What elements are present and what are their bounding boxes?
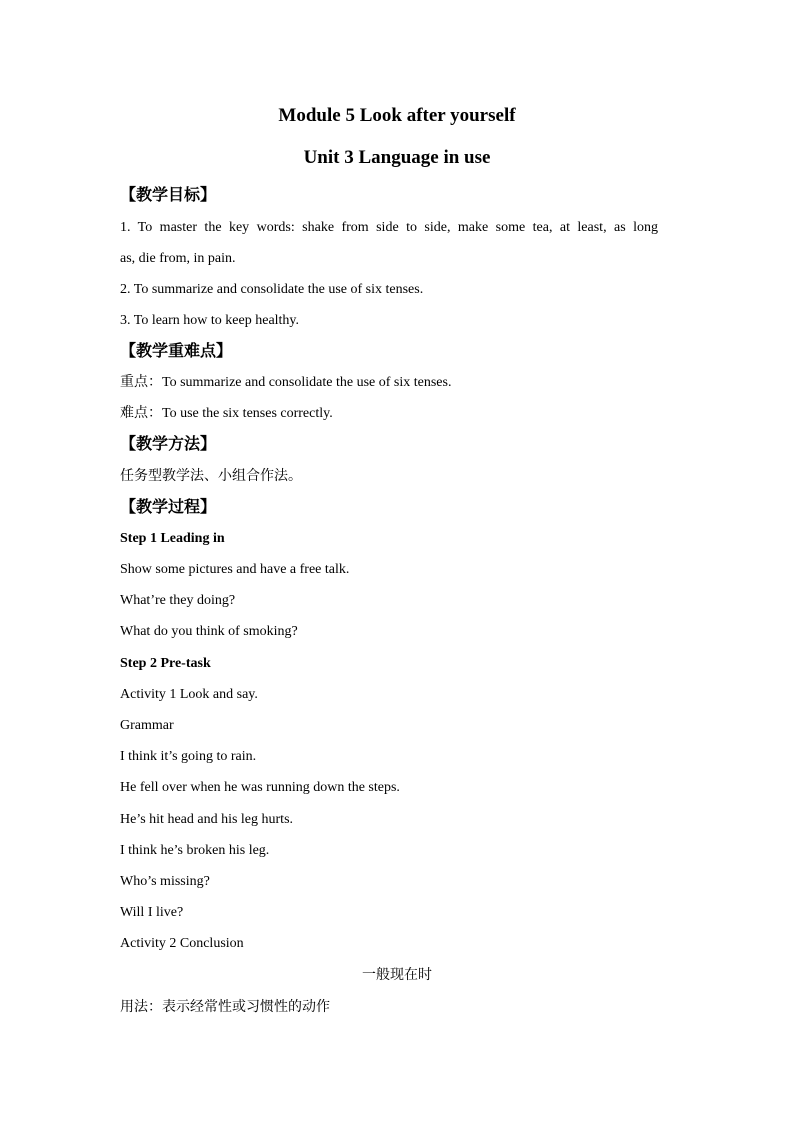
key-point: 重点：To summarize and consolidate the use of six tenses. xyxy=(120,375,452,390)
methods-heading: 【教学方法】 xyxy=(120,434,217,453)
step-2-title: Step 2 Pre-task xyxy=(120,656,211,671)
grammar-example: He’s hit head and his leg hurts. xyxy=(120,812,294,827)
process-heading: 【教学过程】 xyxy=(120,497,217,516)
step-1-line: Show some pictures and have a free talk. xyxy=(120,562,350,577)
difficult-point: 难点：To use the six tenses correctly. xyxy=(120,406,333,421)
grammar-example: Will I live? xyxy=(120,905,184,920)
grammar-example: Who’s missing? xyxy=(120,874,210,889)
unit-title: Unit 3 Language in use xyxy=(303,147,491,168)
key-points-heading: 【教学重难点】 xyxy=(120,341,233,360)
objective-3: 3. To learn how to keep healthy. xyxy=(120,313,300,328)
tense-title: 一般现在时 xyxy=(362,967,432,983)
grammar-example: I think it’s going to rain. xyxy=(120,749,257,764)
objective-1-line-2: as, die from, in pain. xyxy=(120,251,236,266)
step-1-line: What do you think of smoking? xyxy=(120,624,298,639)
activity-2-title: Activity 2 Conclusion xyxy=(120,936,244,951)
activity-1-title: Activity 1 Look and say. xyxy=(120,687,258,702)
grammar-example: I think he’s broken his leg. xyxy=(120,843,270,858)
grammar-label: Grammar xyxy=(120,718,174,733)
methods-text: 任务型教学法、小组合作法。 xyxy=(120,468,302,484)
module-title: Module 5 Look after yourself xyxy=(278,105,516,126)
objective-2: 2. To summarize and consolidate the use of six tenses. xyxy=(120,282,424,297)
tense-usage: 用法：表示经常性或习惯性的动作 xyxy=(120,999,330,1015)
grammar-example: He fell over when he was running down the steps. xyxy=(120,780,400,795)
objectives-heading: 【教学目标】 xyxy=(120,185,217,204)
objective-1-line-1: 1. To master the key words: shake from side to side, make some tea, at least, as long xyxy=(120,220,658,235)
step-1-line: What’re they doing? xyxy=(120,593,236,608)
step-1-title: Step 1 Leading in xyxy=(120,531,225,546)
